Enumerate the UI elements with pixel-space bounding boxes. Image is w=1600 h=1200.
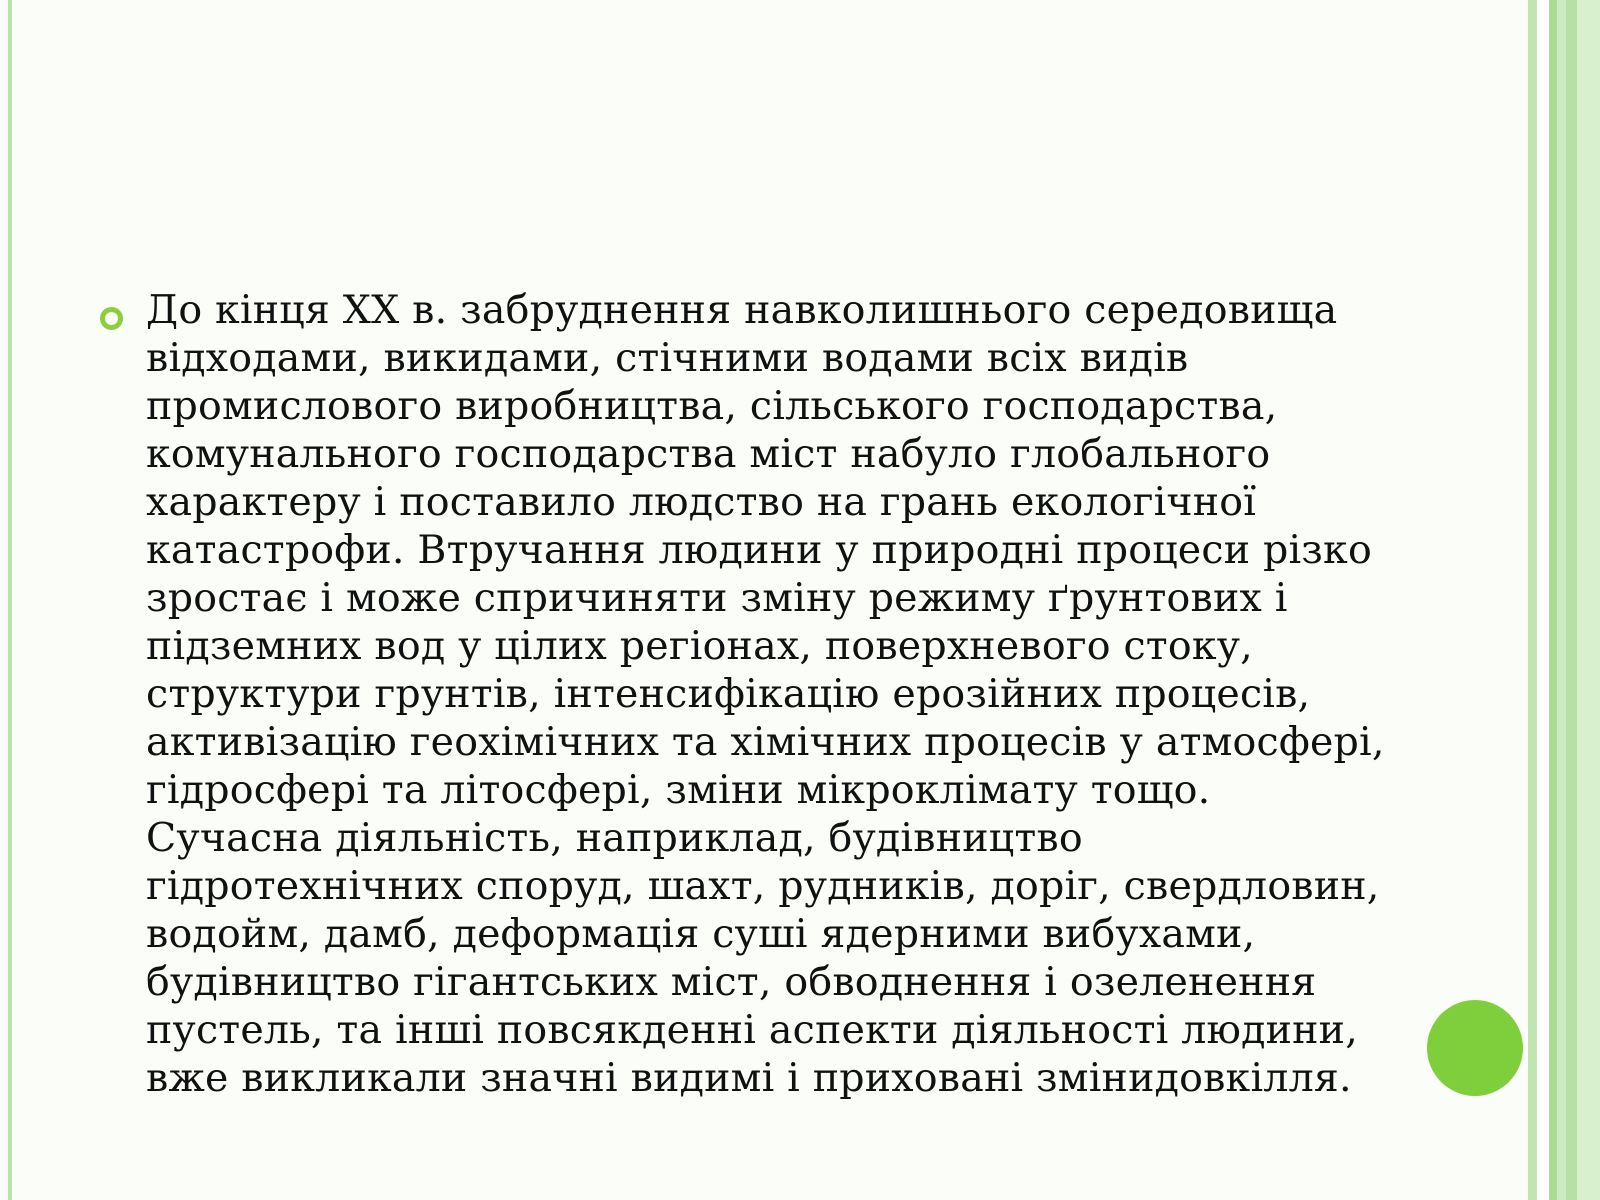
bullet-item	[96, 286, 1386, 1102]
bullet-text: До кінця XX в. забруднення навколишнього середовища відходами, викидами, стічними водами всіх видів промислового виробництва, сільського господарства, комунального господарства міст набуло глобального характеру і поставило людство на грань екологічної катастрофи. Втручання людини у природні процеси різко зростає і може спричиняти зміну режиму ґрунтових і підземних вод у цілих регіонах, поверхневого стоку, структури грунтів, інтенсифікацію ерозійних процесів, активізацію геохімічних та хімічних процесів у атмосфері, гідросфері та літосфері, зміни мікроклімату тощо. Сучасна діяльність, наприклад, будівництво гідротехнічних споруд, шахт, рудників, доріг, свердловин, водойм, дамб, деформація суші ядерними вибухами, будівництво гігантських міст, обводнення і озеленення пустель, та інші повсякденні аспекти діяльності людини, вже викликали значні видимі і приховані змінидовкілля.	[146, 287, 1385, 1101]
right-decor-stripe	[1566, 0, 1577, 1200]
right-decor-stripe	[1549, 0, 1557, 1200]
decorative-green-circle	[1427, 1000, 1523, 1096]
ring-bullet-icon	[100, 307, 123, 330]
right-decor-stripe	[1577, 0, 1600, 1200]
slide-body	[96, 286, 1386, 1102]
left-border-line	[8, 0, 12, 1200]
right-decor-stripe	[1537, 0, 1549, 1200]
right-decor-stripe	[1557, 0, 1566, 1200]
right-decor-stripe	[1528, 0, 1537, 1200]
